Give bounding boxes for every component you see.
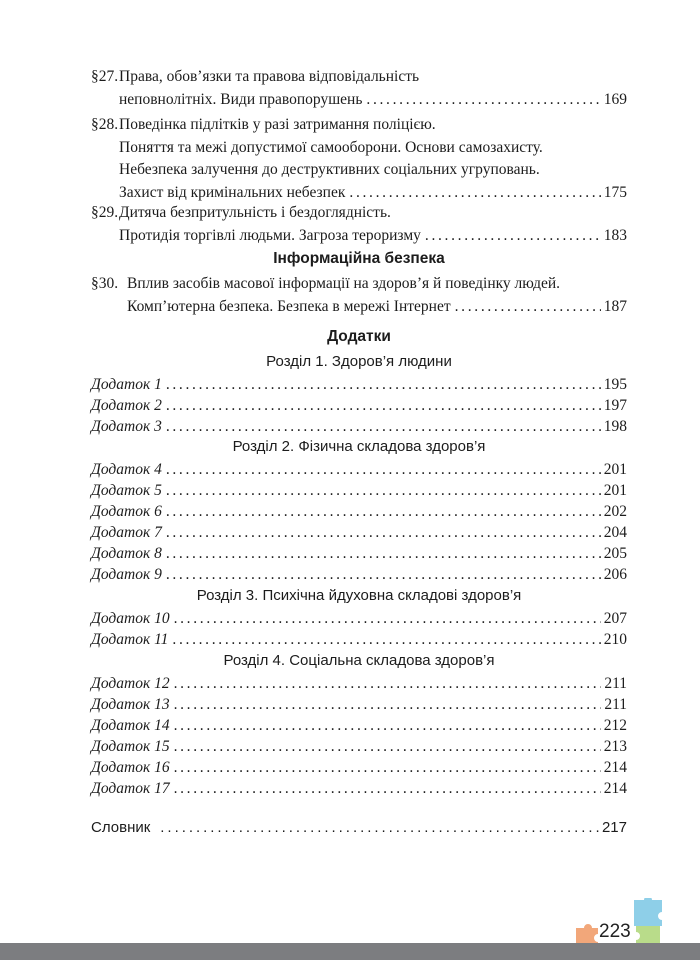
page-ref: 205	[603, 545, 627, 562]
section-title-2: Розділ 2. Фізична складова здоров’я	[232, 438, 486, 455]
appendix-name: Додаток 1	[91, 376, 162, 393]
dot-leader	[425, 225, 601, 248]
page-ref: 212	[603, 717, 627, 734]
dot-leader	[174, 757, 601, 778]
toc-entry-30[interactable]	[91, 273, 627, 318]
dot-leader	[160, 817, 599, 838]
appendix-row[interactable]	[91, 757, 627, 778]
section-title-3: Розділ 3. Психічна йдуховна складові здоров’я	[196, 587, 522, 604]
page-ref: 207	[603, 610, 627, 627]
glossary-label: Словник	[91, 819, 151, 836]
page-ref: 198	[603, 418, 627, 435]
appendix-name: Додаток 4	[91, 461, 162, 478]
appendix-name: Додаток 5	[91, 482, 162, 499]
entry-line: Дитяча безпритульність і бездоглядність.	[119, 204, 391, 221]
appendix-name: Додаток 6	[91, 503, 162, 520]
appendix-name: Додаток 11	[91, 631, 169, 648]
page-ref: 201	[603, 461, 627, 478]
appendix-name: Додаток 16	[91, 759, 170, 776]
footer-bar	[0, 943, 700, 960]
page-ref: 197	[603, 397, 627, 414]
appendix-row[interactable]	[91, 694, 627, 715]
entry-line: Вплив засобів масової інформації на здоров’я й поведінку людей.	[127, 275, 561, 292]
appendix-row[interactable]	[91, 480, 627, 501]
page-ref: 211	[604, 696, 627, 713]
appendix-name: Додаток 15	[91, 738, 170, 755]
page-ref: 214	[603, 780, 627, 797]
dot-leader	[455, 296, 601, 319]
appendix-name: Додаток 7	[91, 524, 162, 541]
entry-number: §29.	[91, 204, 119, 221]
dot-leader	[166, 522, 601, 543]
entry-line: Права, обов’язки та правова відповідальність	[119, 68, 420, 85]
entry-line: Поведінка підлітків у разі затримання поліцією.	[119, 116, 436, 133]
page-ref: 210	[603, 631, 627, 648]
dot-leader	[166, 543, 601, 564]
dot-leader	[166, 416, 601, 437]
toc-entry-27[interactable]	[91, 66, 627, 111]
appendix-row[interactable]	[91, 629, 627, 650]
appendix-name: Додаток 17	[91, 780, 170, 797]
toc-entry-28[interactable]	[91, 114, 627, 204]
dot-leader	[166, 459, 601, 480]
page-ref: 202	[603, 503, 627, 520]
appendix-row[interactable]	[91, 673, 627, 694]
page-ref: 201	[603, 482, 627, 499]
appendix-row[interactable]	[91, 715, 627, 736]
entry-number: §28.	[91, 116, 119, 133]
page-ref: 175	[603, 183, 627, 201]
appendix-row[interactable]	[91, 501, 627, 522]
appendix-name: Додаток 10	[91, 610, 170, 627]
appendix-name: Додаток 12	[91, 675, 170, 692]
entry-line: Поняття та межі допустимої самооборони. Основи самозахисту.	[119, 138, 543, 156]
page-ref: 206	[603, 566, 627, 583]
page-ref: 213	[603, 738, 627, 755]
appendix-row[interactable]	[91, 374, 627, 395]
appendix-name: Додаток 9	[91, 566, 162, 583]
dot-leader	[349, 182, 600, 205]
page-ref: 204	[603, 524, 627, 541]
dot-leader	[366, 89, 600, 112]
page-ref: 214	[603, 759, 627, 776]
puzzle-piece-blue	[634, 898, 662, 926]
dot-leader	[166, 564, 601, 585]
appendix-name: Додаток 3	[91, 418, 162, 435]
section-title-4: Розділ 4. Соціальна складова здоров’я	[223, 652, 495, 669]
page-ref: 195	[603, 376, 627, 393]
entry-number: §27.	[91, 68, 119, 85]
glossary-entry[interactable]	[91, 817, 627, 838]
appendix-row[interactable]	[91, 395, 627, 416]
info-security-heading: Інформаційна безпека	[273, 250, 445, 267]
dot-leader	[174, 694, 602, 715]
page-ref: 169	[603, 90, 627, 108]
appendix-row[interactable]	[91, 778, 627, 799]
dot-leader	[166, 480, 601, 501]
dot-leader	[174, 608, 601, 629]
appendix-name: Додаток 14	[91, 717, 170, 734]
page-ref: 217	[601, 819, 627, 836]
dot-leader	[174, 673, 602, 694]
dot-leader	[166, 501, 601, 522]
dot-leader	[174, 715, 601, 736]
appendix-row[interactable]	[91, 543, 627, 564]
page-ref: 211	[604, 675, 627, 692]
entry-number: §30.	[91, 275, 119, 292]
appendix-name: Додаток 13	[91, 696, 170, 713]
toc-entry-29[interactable]	[91, 202, 627, 247]
appendix-row[interactable]	[91, 736, 627, 757]
appendix-row[interactable]	[91, 416, 627, 437]
entry-line: Захист від кримінальних небезпек	[119, 183, 346, 201]
appendix-name: Додаток 2	[91, 397, 162, 414]
appendix-row[interactable]	[91, 564, 627, 585]
appendix-row[interactable]	[91, 608, 627, 629]
dot-leader	[172, 629, 600, 650]
entry-line: неповнолітніх. Види правопорушень	[119, 90, 363, 108]
dot-leader	[166, 374, 601, 395]
dot-leader	[166, 395, 601, 416]
appendix-row[interactable]	[91, 522, 627, 543]
appendix-name: Додаток 8	[91, 545, 162, 562]
appendices-heading: Додатки	[327, 328, 391, 345]
entry-line: Комп’ютерна безпека. Безпека в мережі Інтернет	[127, 297, 451, 315]
page-ref: 183	[603, 226, 627, 244]
entry-line: Протидія торгівлі людьми. Загроза тероризму	[119, 226, 421, 244]
dot-leader	[174, 736, 601, 757]
page-ref: 187	[603, 297, 627, 315]
dot-leader	[174, 778, 601, 799]
page-number: 223	[599, 921, 631, 942]
section-title-1: Розділ 1. Здоров’я людини	[266, 353, 452, 370]
entry-line: Небезпека залучення до деструктивних соціальних угруповань.	[119, 161, 540, 178]
appendix-row[interactable]	[91, 459, 627, 480]
